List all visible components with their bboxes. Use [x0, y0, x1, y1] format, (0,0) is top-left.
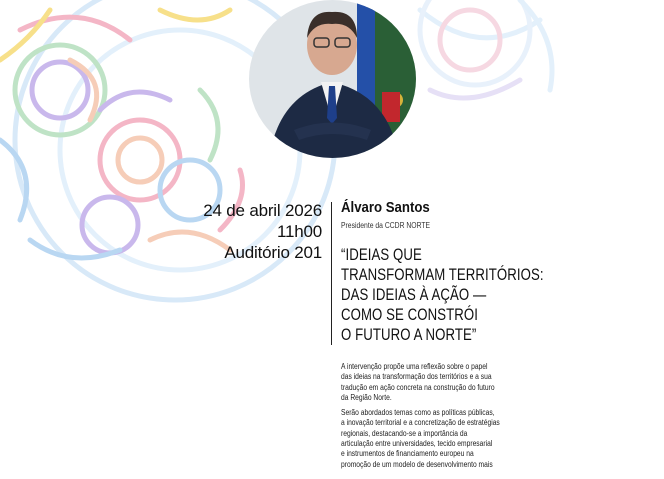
talk-title — [341, 245, 601, 345]
event-venue: Auditório 201 — [224, 243, 322, 262]
description-line: promoção de um modelo de desenvolvimento mais — [341, 459, 493, 469]
speaker-name: Álvaro Santos — [341, 199, 430, 216]
event-time: 11h00 — [276, 222, 322, 241]
talk-title-line: COMO SE CONSTRÓI — [341, 306, 478, 324]
talk-title-line: TRANSFORMAM TERRITÓRIOS: — [341, 266, 544, 284]
description-line: a inovação territorial e a concretização de estratégias — [341, 418, 500, 428]
description-line: das ideias na transformação dos territórios e a sua — [341, 372, 492, 382]
vertical-divider — [331, 202, 332, 345]
speaker-block — [341, 199, 581, 230]
description-line: da Região Norte. — [341, 392, 392, 402]
speaker-photo — [249, 0, 416, 158]
talk-title-line: “IDEIAS QUE — [341, 246, 422, 264]
talk-title-line: O FUTURO A NORTE” — [341, 326, 477, 344]
event-info — [160, 200, 322, 263]
description-line: A intervenção propõe uma reflexão sobre o papel — [341, 362, 488, 371]
description-line: Serão abordados temas como as políticas públicas, — [341, 408, 495, 418]
description-line: e instrumentos de financiamento europeu na — [341, 449, 474, 459]
description-line: tradução em ação concreta na construção do futuro — [341, 382, 495, 392]
talk-description — [341, 362, 536, 470]
description-line: articulação entre universidades, tecido empresarial — [341, 439, 493, 449]
talk-title-line: DAS IDEIAS À AÇÃO — — [341, 286, 487, 304]
speaker-role: Presidente da CCDR NORTE — [341, 221, 431, 230]
description-line: regionais, destacando-se a importância da — [341, 428, 468, 438]
event-date: 24 de abril 2026 — [203, 201, 322, 220]
speaker-portrait — [249, 0, 416, 158]
